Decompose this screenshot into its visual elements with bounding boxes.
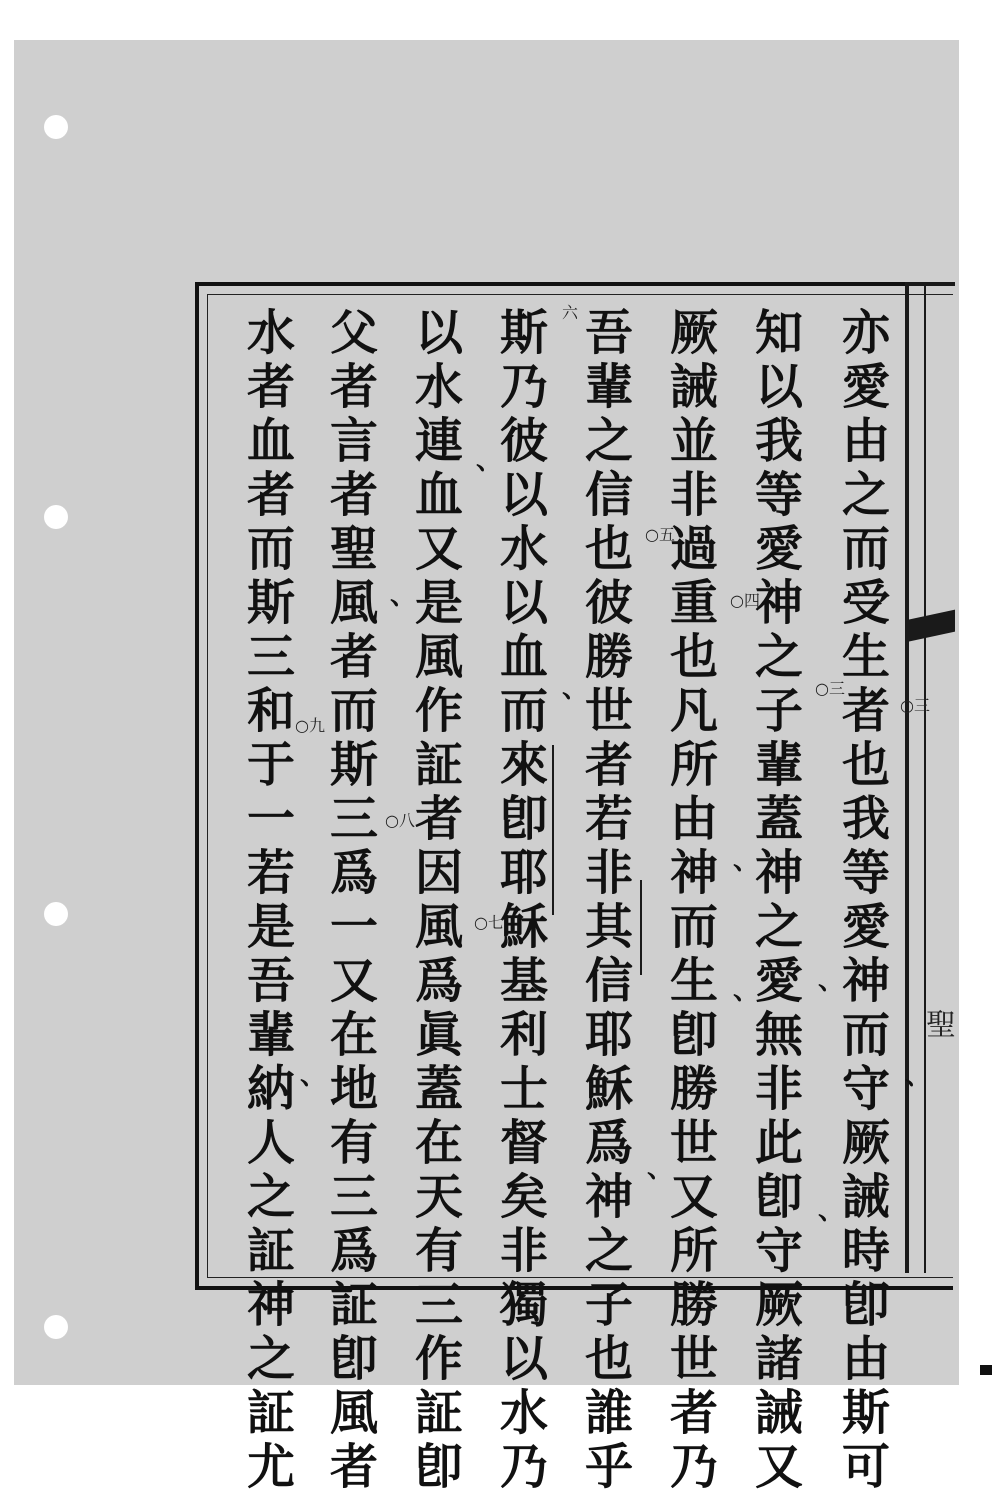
- column-character: 知: [754, 305, 803, 361]
- column-character: 愛: [754, 953, 803, 1009]
- column-character: 信: [584, 953, 633, 1009]
- column-character: 三: [246, 629, 295, 685]
- column-character: 勝: [669, 1277, 718, 1333]
- text-column-1: [832, 306, 900, 1494]
- text-column-8: [237, 306, 305, 1494]
- column-character: 爲: [329, 845, 378, 901]
- column-character: 又: [669, 1169, 718, 1225]
- column-character: 由: [841, 413, 890, 469]
- column-character: 者: [669, 1385, 718, 1441]
- column-character: 聖: [329, 521, 378, 577]
- column-character: 而: [841, 1007, 890, 1063]
- column-character: 爲: [414, 953, 463, 1009]
- column-character: 所: [669, 737, 718, 793]
- column-character: 作: [414, 683, 463, 739]
- column-character: 利: [499, 1007, 548, 1063]
- column-character: 乎: [584, 1439, 633, 1495]
- column-character: 若: [246, 845, 295, 901]
- column-character: 是: [414, 575, 463, 631]
- column-character: 而: [669, 899, 718, 955]
- column-character: 世: [584, 683, 633, 739]
- column-character: 卽: [499, 791, 548, 847]
- text-column-6: [405, 306, 473, 1494]
- column-character: 血: [246, 413, 295, 469]
- column-character: 愛: [841, 899, 890, 955]
- column-character: 非: [754, 1061, 803, 1117]
- text-column-7: [320, 306, 388, 1494]
- column-character: 爲: [329, 1223, 378, 1279]
- punctuation-mark: 、: [390, 581, 417, 611]
- column-character: 誡: [754, 1385, 803, 1441]
- column-character: 風: [329, 575, 378, 631]
- column-character: 之: [754, 899, 803, 955]
- column-character: 者: [329, 1439, 378, 1495]
- column-character: 無: [754, 1007, 803, 1063]
- column-character: 納: [246, 1061, 295, 1117]
- column-character: 可: [841, 1439, 890, 1495]
- column-character: 若: [584, 791, 633, 847]
- column-character: 者: [329, 467, 378, 523]
- annotation-marker: ○四: [730, 591, 760, 610]
- column-character: 斯: [841, 1385, 890, 1441]
- punctuation-mark: 、: [476, 446, 503, 476]
- punch-hole: [44, 115, 68, 139]
- column-character: 神: [754, 845, 803, 901]
- column-character: 者: [414, 791, 463, 847]
- column-character: 厥: [841, 1115, 890, 1171]
- column-character: 之: [246, 1331, 295, 1387]
- column-character: 來: [499, 737, 548, 793]
- column-character: 三: [329, 791, 378, 847]
- edge-rule: [905, 282, 955, 286]
- column-character: 非: [499, 1223, 548, 1279]
- column-character: 卽: [414, 1439, 463, 1495]
- column-character: 在: [329, 1007, 378, 1063]
- column-character: 者: [329, 629, 378, 685]
- column-character: 凡: [669, 683, 718, 739]
- column-character: 尤: [246, 1439, 295, 1495]
- column-character: 神: [246, 1277, 295, 1333]
- punctuation-mark: 、: [562, 674, 589, 704]
- column-character: 卽: [329, 1331, 378, 1387]
- column-character: 獨: [499, 1277, 548, 1333]
- column-character: 非: [584, 845, 633, 901]
- column-character: 一: [329, 899, 378, 955]
- column-character: 穌: [584, 1061, 633, 1117]
- column-character: 厥: [754, 1277, 803, 1333]
- column-character: 又: [414, 521, 463, 577]
- punctuation-mark: 、: [647, 1154, 674, 1184]
- column-character: 天: [414, 1169, 463, 1225]
- column-character: 生: [841, 629, 890, 685]
- column-character: 過: [669, 521, 718, 577]
- column-character: 証: [414, 1385, 463, 1441]
- column-character: 而: [246, 521, 295, 577]
- column-character: 三: [329, 1169, 378, 1225]
- column-character: 其: [584, 899, 633, 955]
- column-character: 眞: [414, 1007, 463, 1063]
- column-character: 以: [754, 359, 803, 415]
- edge-rule: [905, 283, 909, 1273]
- column-character: 父: [329, 305, 378, 361]
- text-column-4: [575, 306, 643, 1494]
- punctuation-mark: 、: [818, 966, 845, 996]
- column-character: 此: [754, 1115, 803, 1171]
- column-character: 也: [584, 1331, 633, 1387]
- column-character: 神: [584, 1169, 633, 1225]
- column-character: 証: [414, 737, 463, 793]
- column-character: 耶: [584, 1007, 633, 1063]
- column-character: 以: [499, 1331, 548, 1387]
- column-character: 也: [841, 737, 890, 793]
- column-character: 非: [669, 467, 718, 523]
- column-character: 水: [499, 1385, 548, 1441]
- column-character: 等: [754, 467, 803, 523]
- column-character: 諸: [754, 1331, 803, 1387]
- punctuation-mark: 、: [300, 1061, 327, 1091]
- column-character: 之: [754, 629, 803, 685]
- punctuation-mark: 、: [905, 1061, 932, 1091]
- column-character: 風: [414, 899, 463, 955]
- column-character: 也: [669, 629, 718, 685]
- edge-mark: [980, 1365, 992, 1375]
- column-character: 証: [329, 1277, 378, 1333]
- column-character: 生: [669, 953, 718, 1009]
- column-character: 之: [584, 1223, 633, 1279]
- column-character: 我: [841, 791, 890, 847]
- column-character: 信: [584, 467, 633, 523]
- column-character: 以: [499, 467, 548, 523]
- column-character: 由: [669, 791, 718, 847]
- column-character: 血: [414, 467, 463, 523]
- column-character: 地: [329, 1061, 378, 1117]
- column-character: 卽: [669, 1007, 718, 1063]
- annotation-marker: ○五: [645, 525, 675, 544]
- column-character: 斯: [329, 737, 378, 793]
- column-character: 水: [414, 359, 463, 415]
- punch-hole: [44, 902, 68, 926]
- column-character: 守: [754, 1223, 803, 1279]
- annotation-marker: ○三: [900, 696, 930, 715]
- text-column-5: [490, 306, 558, 1494]
- column-character: 血: [499, 629, 548, 685]
- annotation-marker: ○九: [295, 716, 325, 735]
- column-character: 所: [669, 1223, 718, 1279]
- column-character: 乃: [499, 1439, 548, 1495]
- text-column-3: [660, 306, 728, 1494]
- column-character: 矣: [499, 1169, 548, 1225]
- column-character: 以: [499, 575, 548, 631]
- column-character: 連: [414, 413, 463, 469]
- column-character: 由: [841, 1331, 890, 1387]
- column-character: 亦: [841, 305, 890, 361]
- column-character: 勝: [669, 1061, 718, 1117]
- column-character: 重: [669, 575, 718, 631]
- column-character: 蓋: [414, 1061, 463, 1117]
- column-character: 風: [329, 1385, 378, 1441]
- column-character: 和: [246, 683, 295, 739]
- column-character: 輩: [754, 737, 803, 793]
- column-character: 言: [329, 413, 378, 469]
- column-character: 並: [669, 413, 718, 469]
- edge-character: 聖: [926, 1008, 956, 1043]
- column-character: 風: [414, 629, 463, 685]
- column-character: 神: [669, 845, 718, 901]
- column-character: 基: [499, 953, 548, 1009]
- column-character: 在: [414, 1115, 463, 1171]
- column-character: 吾: [584, 305, 633, 361]
- column-character: 水: [499, 521, 548, 577]
- column-character: 彼: [499, 413, 548, 469]
- column-character: 以: [414, 305, 463, 361]
- column-character: 之: [246, 1169, 295, 1225]
- column-character: 水: [246, 305, 295, 361]
- column-character: 者: [584, 737, 633, 793]
- column-character: 之: [841, 467, 890, 523]
- column-character: 乃: [669, 1439, 718, 1495]
- column-character: 神: [841, 953, 890, 1009]
- column-character: 等: [841, 845, 890, 901]
- column-character: 卽: [754, 1169, 803, 1225]
- column-character: 神: [754, 575, 803, 631]
- annotation-marker: 六: [562, 303, 579, 322]
- column-character: 斯: [499, 305, 548, 361]
- column-character: 蓋: [754, 791, 803, 847]
- column-character: 是: [246, 899, 295, 955]
- column-character: 証: [246, 1385, 295, 1441]
- column-character: 有: [329, 1115, 378, 1171]
- column-character: 乃: [499, 359, 548, 415]
- column-character: 愛: [841, 359, 890, 415]
- column-character: 因: [414, 845, 463, 901]
- column-character: 又: [329, 953, 378, 1009]
- column-character: 而: [499, 683, 548, 739]
- column-character: 誡: [669, 359, 718, 415]
- column-character: 時: [841, 1223, 890, 1279]
- column-character: 厥: [669, 305, 718, 361]
- column-character: 也: [584, 521, 633, 577]
- column-character: 誡: [841, 1169, 890, 1225]
- column-character: 又: [754, 1439, 803, 1495]
- column-character: 者: [841, 683, 890, 739]
- column-character: 受: [841, 575, 890, 631]
- column-character: 于: [246, 737, 295, 793]
- column-character: 彼: [584, 575, 633, 631]
- column-character: 斯: [246, 575, 295, 631]
- column-character: 三: [414, 1277, 463, 1333]
- column-character: 世: [669, 1331, 718, 1387]
- column-character: 耶: [499, 845, 548, 901]
- column-character: 穌: [499, 899, 548, 955]
- annotation-marker: ○八: [385, 811, 415, 830]
- column-character: 作: [414, 1331, 463, 1387]
- annotation-marker: ○七: [474, 913, 504, 932]
- column-character: 之: [584, 413, 633, 469]
- column-character: 者: [329, 359, 378, 415]
- column-character: 一: [246, 791, 295, 847]
- text-column-2: [745, 306, 813, 1494]
- column-character: 愛: [754, 521, 803, 577]
- column-character: 誰: [584, 1385, 633, 1441]
- column-character: 輩: [584, 359, 633, 415]
- column-character: 而: [841, 521, 890, 577]
- column-character: 人: [246, 1115, 295, 1171]
- punctuation-mark: 、: [818, 1196, 845, 1226]
- column-character: 爲: [584, 1115, 633, 1171]
- column-character: 而: [329, 683, 378, 739]
- column-character: 督: [499, 1115, 548, 1171]
- column-character: 者: [246, 467, 295, 523]
- column-character: 輩: [246, 1007, 295, 1063]
- punch-hole: [44, 505, 68, 529]
- column-character: 勝: [584, 629, 633, 685]
- column-character: 世: [669, 1115, 718, 1171]
- column-character: 卽: [841, 1277, 890, 1333]
- annotation-marker: ○三: [815, 679, 845, 698]
- edge-rule: [924, 283, 926, 1273]
- column-character: 吾: [246, 953, 295, 1009]
- column-character: 者: [246, 359, 295, 415]
- column-character: 証: [246, 1223, 295, 1279]
- punctuation-mark: 、: [733, 976, 760, 1006]
- column-character: 有: [414, 1223, 463, 1279]
- column-character: 子: [754, 683, 803, 739]
- column-character: 子: [584, 1277, 633, 1333]
- column-character: 守: [841, 1061, 890, 1117]
- punctuation-mark: 、: [733, 846, 760, 876]
- column-character: 我: [754, 413, 803, 469]
- punch-hole: [44, 1315, 68, 1339]
- column-character: 士: [499, 1061, 548, 1117]
